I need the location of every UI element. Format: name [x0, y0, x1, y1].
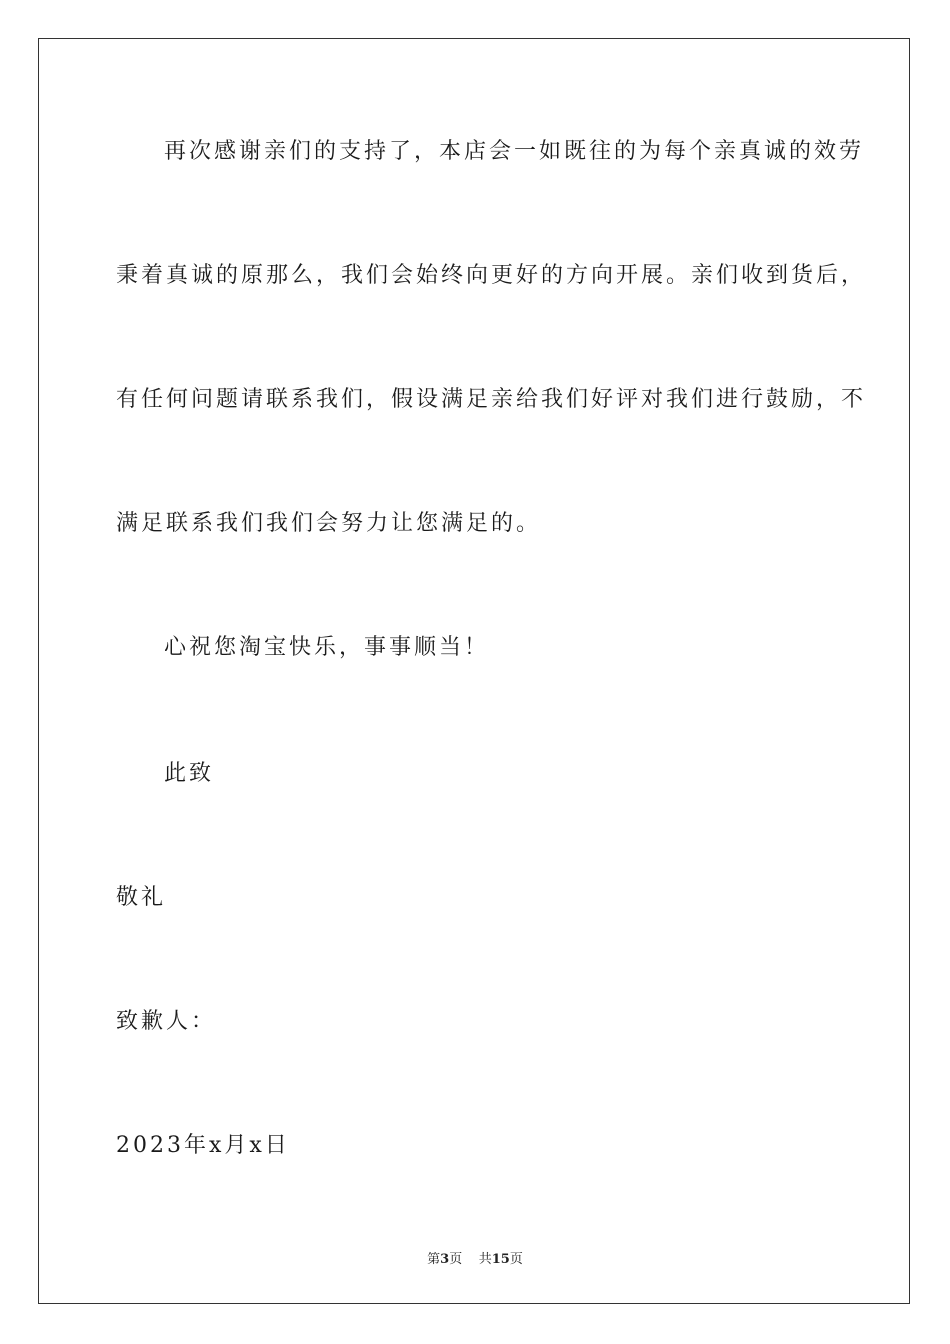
page-footer	[0, 1248, 950, 1267]
closing-line-2: 敬礼	[116, 885, 167, 910]
signer-line: 致歉人：	[116, 1009, 217, 1034]
wish-line: 心祝您淘宝快乐，事事顺当！	[164, 635, 490, 660]
paragraph-line-3: 有任何问题请联系我们，假设满足亲给我们好评对我们进行鼓励，不	[116, 387, 867, 412]
footer-page-number: 3	[440, 1252, 450, 1267]
paragraph-line-2: 秉着真诚的原那么，我们会始终向更好的方向开展。亲们收到货后，	[116, 263, 867, 288]
footer-total-number: 15	[491, 1252, 510, 1267]
footer-total-suffix: 页	[509, 1252, 523, 1267]
footer-page-prefix: 第	[427, 1252, 441, 1267]
date-line: 2023年x月x日	[116, 1133, 290, 1158]
footer-page-suffix: 页	[449, 1252, 463, 1267]
paragraph-line-4: 满足联系我们我们会努力让您满足的。	[116, 511, 542, 536]
footer-total-prefix: 共	[478, 1252, 492, 1267]
page-border	[38, 38, 910, 1304]
closing-line-1: 此致	[164, 761, 215, 786]
paragraph-line-1: 再次感谢亲们的支持了，本店会一如既往的为每个亲真诚的效劳	[164, 139, 865, 164]
